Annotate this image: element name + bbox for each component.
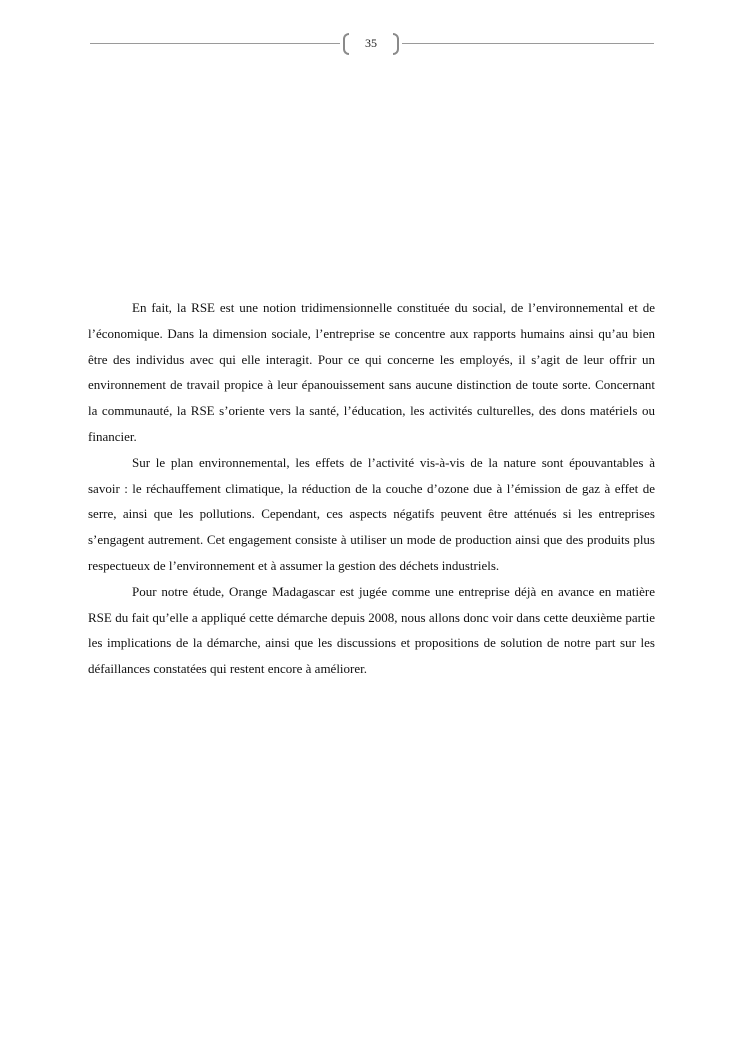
page-number-bracket-right <box>393 33 399 55</box>
paragraph-rse-dimensions: En fait, la RSE est une notion tridimensionnelle constituée du social, de l’environnemental et de l’économique. Dans la dimension sociale, l’entreprise se concentre aux rapports humains ainsi qu’au bien être des individus avec qui elle interagit. Pour ce qui concerne les employés, il s’agit de leur offrir un environnement de travail propice à leur épanouissement sans aucune distinction de toute sorte. Concernant la communauté, la RSE s’oriente vers la santé, l’éducation, les activités culturelles, des dons matériels ou financier. <box>88 300 655 444</box>
paragraph-orange-madagascar: Pour notre étude, Orange Madagascar est jugée comme une entreprise déjà en avance en matière RSE du fait qu’elle a appliqué cette démarche depuis 2008, nous allons donc voir dans cette deuxième partie les implications de la démarche, ainsi que les discussions et propositions de solution de notre part sur les défaillances constatées qui restent encore à améliorer. <box>88 583 655 677</box>
paragraph-environmental: Sur le plan environnemental, les effets de l’activité vis-à-vis de la nature sont épouvantables à savoir : le réchauffement climatique, la réduction de la couche d’ozone due à l’émission de gaz à effet de serre, ainsi que les pollutions. Cependant, ces aspects négatifs peuvent être atténués si les entreprises s’engagent autrement. Cet engagement consiste à utiliser un mode de production ainsi que des produits plus respectueux de l’environnement et à assumer la gestion des déchets industriels. <box>88 454 655 573</box>
page-number: 35 <box>365 36 377 50</box>
header-rule-right <box>402 43 654 44</box>
header-rule-left <box>90 43 340 44</box>
body-text <box>88 295 655 682</box>
page-number-bracket-left <box>343 33 349 55</box>
